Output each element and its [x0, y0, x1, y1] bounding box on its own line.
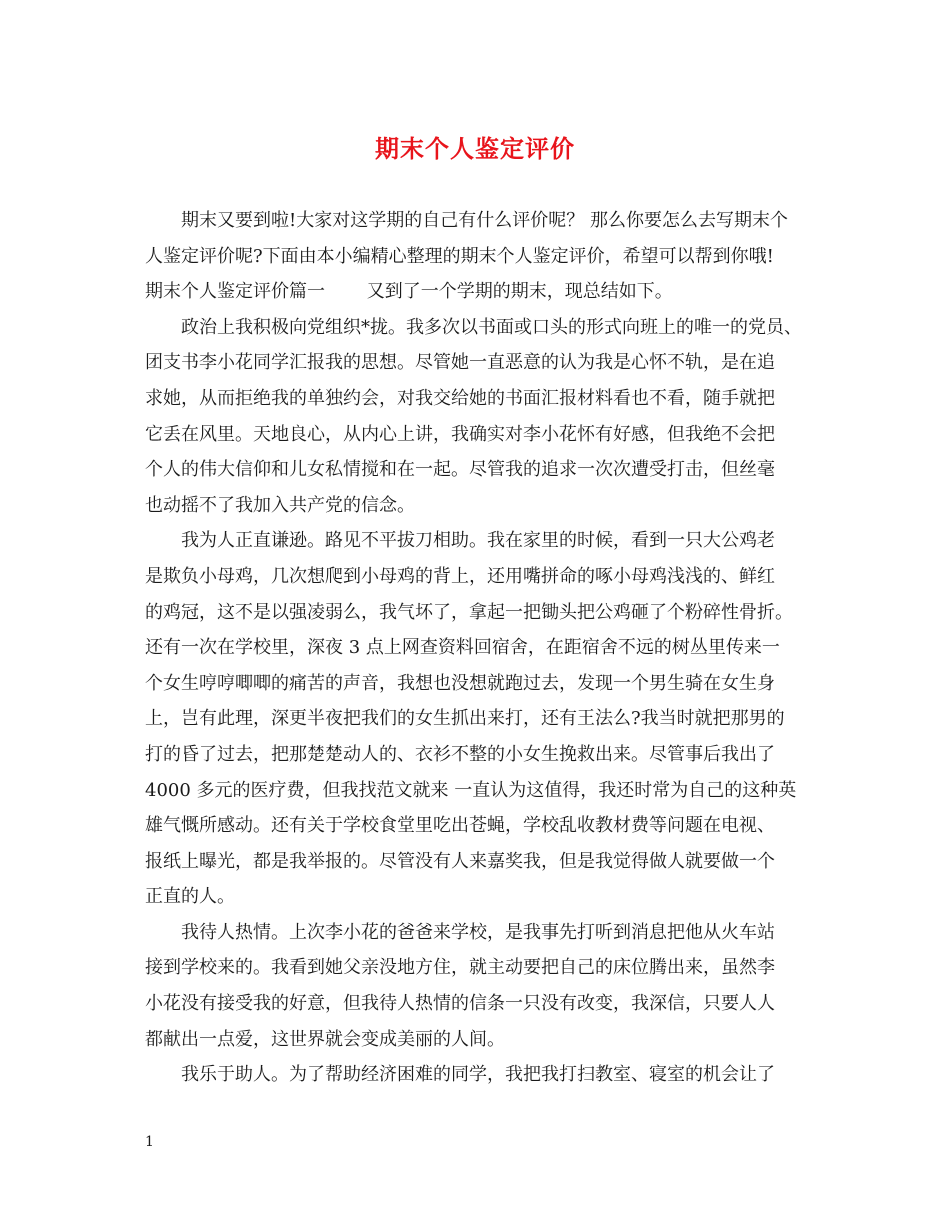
text-line: 我为人正直谦逊。路见不平拔刀相助。我在家里的时候，看到一只大公鸡老	[181, 530, 775, 552]
text-line: 也动摇不了我加入共产党的信念。	[145, 494, 415, 516]
text-line: 个女生哼哼唧唧的痛苦的声音，我想也没想就跑过去，发现一个男生骑在女生身	[145, 672, 775, 694]
text-line: 接到学校来的。我看到她父亲没地方住，就主动要把自己的床位腾出来，虽然李	[145, 957, 775, 979]
text-line: 期末又要到啦!大家对这学期的自己有什么评价呢？ 那么你要怎么去写期末个	[181, 210, 788, 231]
text-line: 是欺负小母鸡，几次想爬到小母鸡的背上，还用嘴拼命的啄小母鸡浅浅的、鲜红	[145, 565, 775, 587]
text-line: 个人的伟大信仰和儿女私情搅和在一起。尽管我的追求一次次遭受打击，但丝毫	[145, 459, 775, 481]
text-line: 上，岂有此理，深更半夜把我们的女生抓出来打，还有王法么?我当时就把那男的	[145, 708, 785, 730]
body-text	[145, 203, 810, 1093]
text-line: 我待人热情。上次李小花的爸爸来学校，是我事先打听到消息把他从火车站	[181, 921, 775, 943]
text-line: 团支书李小花同学汇报我的思想。尽管她一直恶意的认为我是心怀不轨，是在追	[145, 352, 775, 374]
text-line: 小花没有接受我的好意，但我待人热情的信条一只没有改变，我深信，只要人人	[145, 993, 775, 1015]
text-line: 4000 多元的医疗费，但我找范文就来 一直认为这值得，我还时常为自己的这种英	[145, 779, 797, 801]
text-line: 我乐于助人。为了帮助经济困难的同学，我把我打扫教室、寝室的机会让了	[181, 1064, 775, 1086]
text-line: 求她，从而拒绝我的单独约会，对我交给她的书面汇报材料看也不看，随手就把	[145, 387, 775, 409]
text-line: 期末个人鉴定评价篇一 又到了一个学期的期末，现总结如下。	[145, 281, 673, 303]
text-line: 人鉴定评价呢?下面由本小编精心整理的期末个人鉴定评价，希望可以帮到你哦!	[145, 245, 774, 267]
text-line: 还有一次在学校里，深夜 3 点上网查资料回宿舍，在距宿舍不远的树丛里传来一	[145, 637, 780, 659]
text-line: 它丢在风里。天地良心，从内心上讲，我确实对李小花怀有好感，但我绝不会把	[145, 423, 775, 445]
page-number: 1	[145, 1134, 154, 1150]
text-line: 打的昏了过去，把那楚楚动人的、衣衫不整的小女生挽救出来。尽管事后我出了	[145, 743, 775, 765]
text-line: 都献出一点爱，这世界就会变成美丽的人间。	[145, 1028, 505, 1050]
text-line: 正直的人。	[145, 886, 235, 908]
text-line: 报纸上曝光，都是我举报的。尽管没有人来嘉奖我，但是我觉得做人就要做一个	[145, 850, 775, 872]
page-title: 期末个人鉴定评价	[375, 134, 575, 163]
text-line: 的鸡冠，这不是以强凌弱么，我气坏了，拿起一把锄头把公鸡砸了个粉碎性骨折。	[145, 601, 793, 623]
text-line: 雄气慨所感动。还有关于学校食堂里吃出苍蝇，学校乱收教材费等问题在电视、	[145, 815, 775, 837]
text-line: 政治上我积极向党组织*拢。我多次以书面或口头的形式向班上的唯一的党员、	[181, 316, 802, 338]
